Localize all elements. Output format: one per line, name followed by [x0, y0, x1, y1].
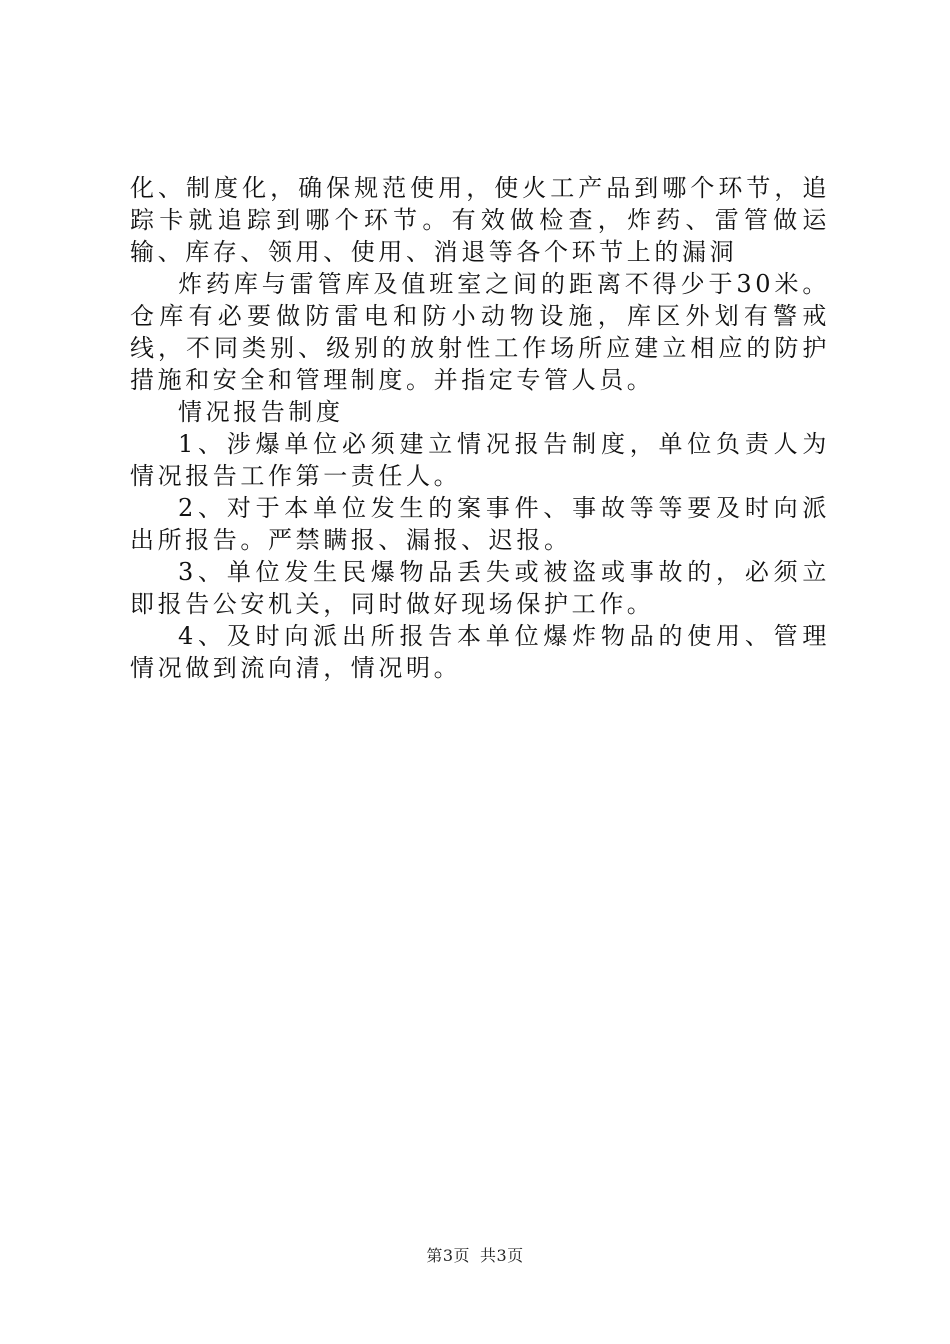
paragraph-storage-distance: 炸药库与雷管库及值班室之间的距离不得少于30米。仓库有必要做防雷电和防小动物设施，库区外划有警戒线，不同类别、级别的放射性工作场所应建立相应的防护措施和安全和管理制度。并指定专管人员。: [130, 270, 830, 394]
paragraph-item-3: 3、单位发生民爆物品丢失或被盗或事故的，必须立即报告公安机关，同时做好现场保护工作。: [130, 558, 830, 618]
page-footer: [0, 1243, 950, 1266]
paragraph-item-4: 4、及时向派出所报告本单位爆炸物品的使用、管理情况做到流向清，情况明。: [130, 622, 830, 682]
section-heading-report-system: 情况报告制度: [178, 398, 344, 426]
paragraph-item-1: 1、涉爆单位必须建立情况报告制度，单位负责人为情况报告工作第一责任人。: [130, 430, 830, 490]
page-total: 共3页: [480, 1246, 524, 1265]
paragraph-item-2: 2、对于本单位发生的案事件、事故等等要及时向派出所报告。严禁瞒报、漏报、迟报。: [130, 494, 830, 554]
document-body: [130, 172, 830, 684]
paragraph-continuation: 化、制度化，确保规范使用，使火工产品到哪个环节，追踪卡就追踪到哪个环节。有效做检查，炸药、雷管做运输、库存、领用、使用、消退等各个环节上的漏洞: [130, 174, 830, 266]
page-number: 第3页: [426, 1246, 470, 1265]
